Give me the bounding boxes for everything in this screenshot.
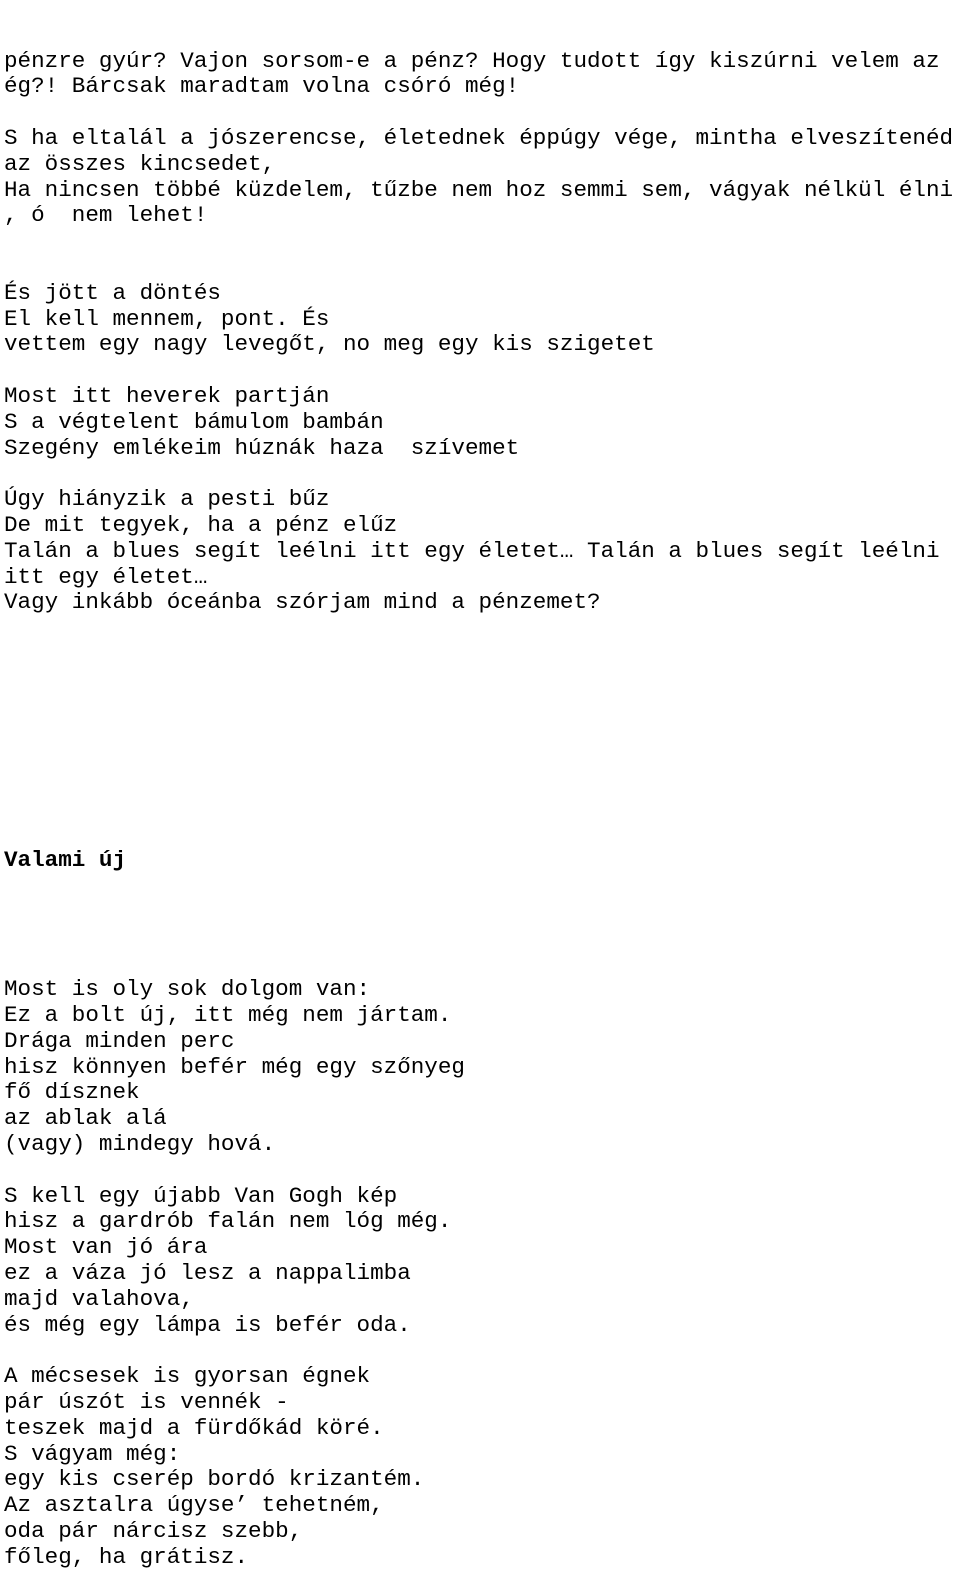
text-line: oda pár nárcisz szebb, xyxy=(4,1518,303,1545)
text-line: Az asztalra úgyse’ tehetném, xyxy=(4,1492,384,1519)
text-line: Ez a bolt új, itt még nem jártam. xyxy=(4,1002,452,1029)
poem-part-2 xyxy=(4,926,960,1571)
blank-line xyxy=(4,100,960,126)
text-line: Vagy inkább óceánba szórjam mind a pénzemet? xyxy=(4,589,601,616)
blank-line xyxy=(4,255,960,281)
blank-line xyxy=(4,461,960,487)
text-line: pénzre gyúr? Vajon sorsom-e a pénz? Hogy tudott így kiszúrni velem az xyxy=(4,47,940,74)
text-line: Ha nincsen többé küzdelem, tűzbe nem hoz semmi sem, vágyak nélkül élni xyxy=(4,176,954,203)
text-line: pár úszót is vennék - xyxy=(4,1389,289,1416)
blank-line xyxy=(4,229,960,255)
blank-line xyxy=(4,642,960,668)
text-line: majd valahova, xyxy=(4,1285,194,1312)
text-line: vettem egy nagy levegőt, no meg egy kis szigetet xyxy=(4,331,655,358)
text-line: Most van jó ára xyxy=(4,1234,208,1261)
blank-line xyxy=(4,668,960,694)
blank-line xyxy=(4,745,960,771)
text-line: és még egy lámpa is befér oda. xyxy=(4,1311,411,1338)
blank-line xyxy=(4,616,960,642)
text-line: hisz a gardrób falán nem lóg még. xyxy=(4,1208,452,1235)
document-page xyxy=(4,0,960,1596)
blank-line xyxy=(4,771,960,797)
text-line: ég?! Bárcsak maradtam volna csóró még! xyxy=(4,73,520,100)
poem-part-1 xyxy=(4,49,960,797)
text-line: Szegény emlékeim húznák haza szívemet xyxy=(4,434,520,461)
text-line: A mécsesek is gyorsan égnek xyxy=(4,1363,371,1390)
blank-line xyxy=(4,1158,960,1184)
text-line: S ha eltalál a jószerencse, életednek éppúgy vége, mintha elveszítenéd xyxy=(4,124,954,151)
text-line: Úgy hiányzik a pesti bűz xyxy=(4,486,330,513)
text-line: hisz könnyen befér még egy szőnyeg xyxy=(4,1053,465,1080)
text-line: főleg, ha grátisz. xyxy=(4,1543,249,1570)
blank-line xyxy=(4,358,960,384)
blank-line xyxy=(4,1338,960,1364)
text-line: Most itt heverek partján xyxy=(4,382,330,409)
text-line: egy kis cserép bordó krizantém. xyxy=(4,1466,425,1493)
text-line: ez a váza jó lesz a nappalimba xyxy=(4,1260,411,1287)
text-line: S vágyam még: xyxy=(4,1440,181,1467)
text-line: És jött a döntés xyxy=(4,279,221,306)
text-line: Most is oly sok dolgom van: xyxy=(4,976,371,1003)
text-line: S a végtelent bámulom bambán xyxy=(4,408,384,435)
blank-line xyxy=(4,694,960,720)
text-line: az ablak alá xyxy=(4,1105,167,1132)
blank-line xyxy=(4,951,960,977)
text-line: Drága minden perc xyxy=(4,1027,235,1054)
text-line: fő dísznek xyxy=(4,1079,140,1106)
text-line: El kell mennem, pont. És xyxy=(4,305,330,332)
text-line: itt egy életet… xyxy=(4,563,208,590)
text-line: teszek majd a fürdőkád köré. xyxy=(4,1414,384,1441)
text-line: Talán a blues segít leélni itt egy életet… Talán a blues segít leélni xyxy=(4,537,940,564)
blank-line xyxy=(4,719,960,745)
section-title: Valami új xyxy=(4,847,127,874)
text-line: S kell egy újabb Van Gogh kép xyxy=(4,1182,398,1209)
blank-line xyxy=(4,926,960,952)
text-line: De mit tegyek, ha a pénz elűz xyxy=(4,511,398,538)
text-line: az összes kincsedet, xyxy=(4,150,276,177)
text-line: (vagy) mindegy hová. xyxy=(4,1131,276,1158)
text-line: , ó nem lehet! xyxy=(4,202,208,229)
